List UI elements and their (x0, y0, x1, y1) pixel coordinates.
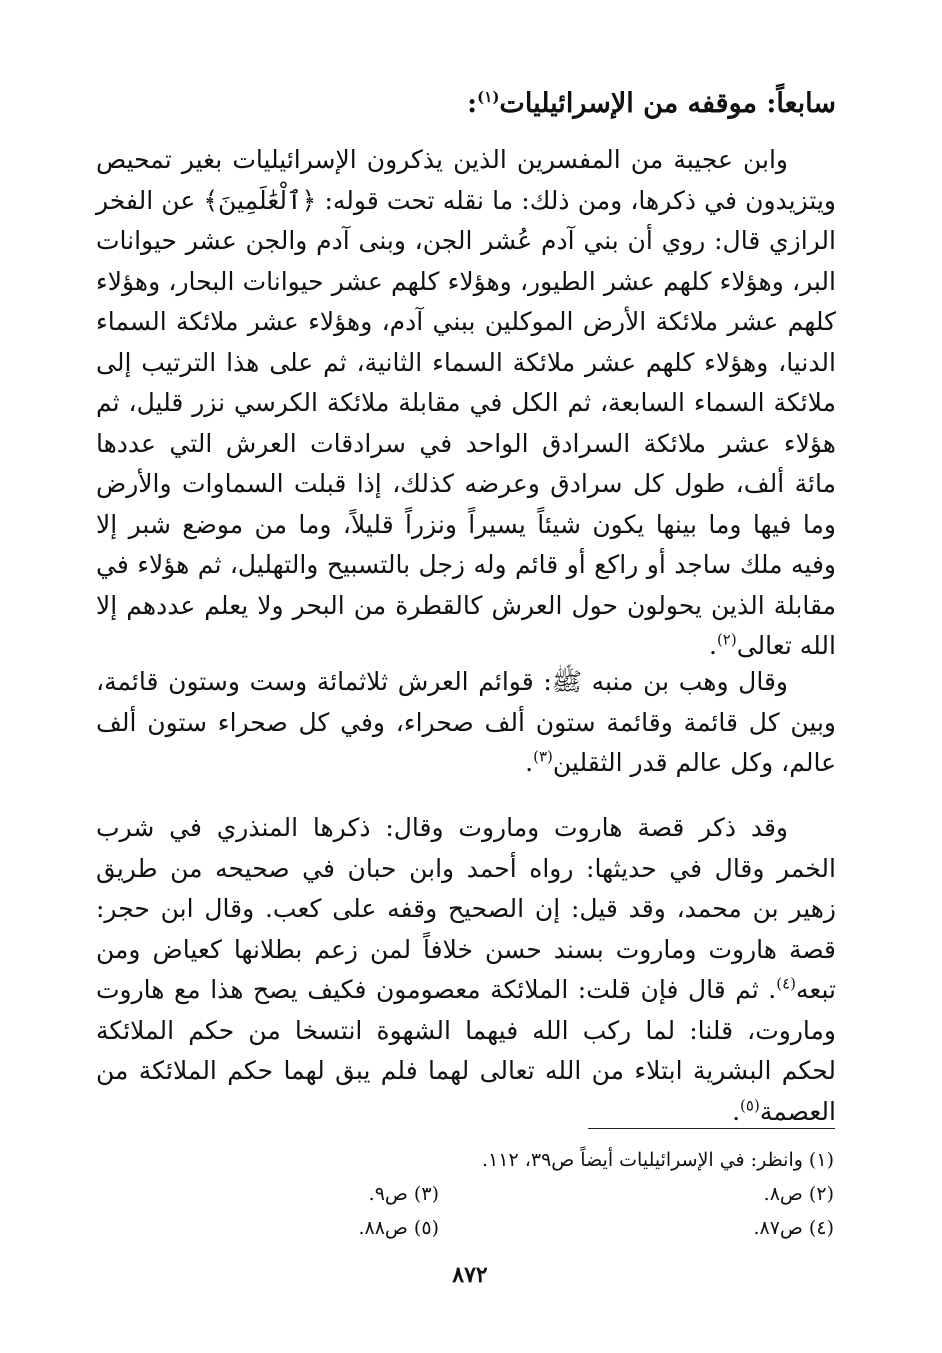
paragraph-3 (96, 808, 836, 1132)
paragraph-1-text: وابن عجيبة من المفسرين الذين يذكرون الإسرائيليات بغير تمحيص ويتزيدون في ذكرها، ومن ذلك: ما نقله تحت قوله: ﴿ٱلْعَٰلَمِينَ﴾ عن الفخر الرازي قال: روي أن بني آدم عُشر الجن، وبنى آدم والجن عشر حيوانات البر، وهؤلاء كلهم عشر الطيور، وهؤلاء كلهم عشر حيوانات البحار، وهؤلاء كلهم عشر ملائكة الأرض الموكلين ببني آدم، وهؤلاء عشر ملائكة السماء الدنيا، وهؤلاء كلهم عشر ملائكة السماء الثانية، ثم على هذا الترتيب إلى ملائكة السماء السابعة، ثم الكل في مقابلة ملائكة الكرسي نزر قليل، ثم هؤلاء عشر ملائكة السرادق الواحد في سرادقات العرش التي عددها مائة ألف، طول كل سرادق وعرضه كذلك، إذا قبلت السماوات والأرض وما فيها وما بينها يكون شيئاً يسيراً ونزراً قليلاً، وما من موضع شبر إلا وفيه ملك ساجد أو راكع أو قائم وله زجل بالتسبيح والتهليل، ثم هؤلاء في مقابلة الذين يحولون حول العرش كالقطرة من البحر ولا يعلم عددهم إلا الله تعالى (96, 145, 836, 660)
footnote-ref-3: (٣) (533, 747, 553, 766)
paragraph-3-end: . (732, 1096, 741, 1126)
paragraph-1 (96, 140, 836, 667)
paragraph-1-end: . (708, 631, 717, 660)
paragraph-2 (96, 662, 836, 784)
heading-text: سابعاً: موقفه من الإسرائيليات (499, 88, 836, 119)
footnote-divider (588, 1128, 835, 1129)
footnote-ref-2: (٢) (716, 630, 737, 649)
heading-colon: : (467, 88, 478, 119)
footnote-4: (٤) ص٨٧. (753, 1217, 834, 1239)
footnote-ref-4: (٤) (776, 974, 797, 993)
paragraph-3-text-b: . ثم قال فإن قلت: الملائكة معصومون فكيف يصح هذا مع هاروت وماروت، قلنا: لما ركب الله فيهما الشهوة انتسخا من حكم الملائكة لحكم البشرية ابتلاء من الله تعالى لهما فلم يبق لهما حكم الملائكة من العصمة (96, 975, 836, 1126)
footnote-ref-1: (١) (477, 88, 500, 106)
footnote-1: (١) وانظر: في الإسرائيليات أيضاً ص٣٩، ١١٢. (482, 1149, 834, 1171)
section-heading (96, 82, 836, 126)
paragraph-3-text-a: وقد ذكر قصة هاروت وماروت وقال: ذكرها المنذري في شرب الخمر وقال في حديثها: رواه أحمد وابن حبان في صحيحه من طريق زهير بن محمد، وقد قيل: إن الصحيح وقفه على كعب. وقال ابن حجر: قصة هاروت وماروت بسند حسن خلافاً لمن زعم بطلانها كعياض ومن تبعه (96, 813, 836, 1004)
footnote-5: (٥) ص٨٨. (358, 1217, 439, 1239)
footnote-ref-5: (٥) (740, 1096, 760, 1115)
page-number: ٨٧٢ (452, 1262, 488, 1288)
paragraph-2-end: . (525, 748, 534, 777)
footnote-3: (٣) ص٩. (368, 1183, 439, 1205)
paragraph-2-text: وقال وهب بن منبه ﷺ: قوائم العرش ثلاثمائة وست وستون قائمة، وبين كل قائمة وقائمة ستون ألف صحراء، وفي كل صحراء ستون ألف عالم، وكل عالم قدر الثقلين (96, 667, 836, 777)
footnote-2: (٢) ص٨. (763, 1183, 834, 1205)
